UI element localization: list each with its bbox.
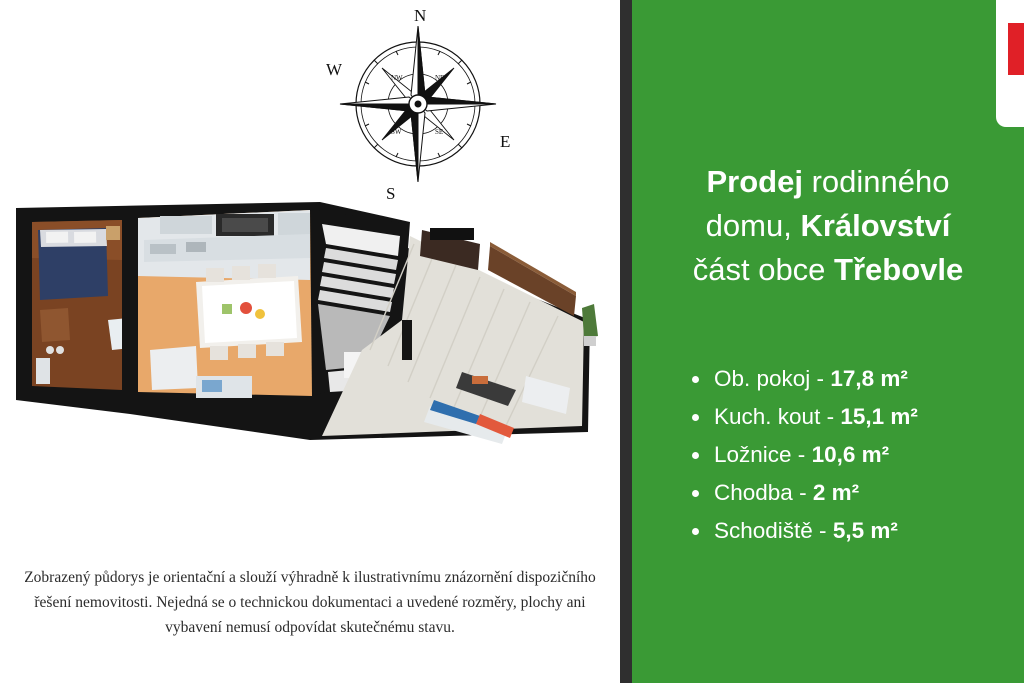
headline-line-2 [648,204,1008,248]
panel-divider [620,0,632,683]
headline-bold-prodej: Prodej [706,164,803,199]
room-label: Chodba - [714,480,813,505]
compass-label-ne: NE [435,74,445,82]
room-label: Ob. pokoj - [714,366,831,391]
headline-rest-1: rodinného [802,164,950,199]
room-label: Ložnice - [714,442,812,467]
compass-label-sw: SW [391,128,402,136]
disclaimer-text: Zobrazený půdorys je orientační a slouží výhradně k ilustrativnímu znázornění dispozičního řešení nemovitosti. Nejedná se o technickou dokumentaci a uvedené rozměry, plochy ani vybavení nemusí odpovídat skutečnému stavu. [24,569,596,636]
compass-label-north: N [414,6,427,25]
room-value: 5,5 m² [832,518,898,543]
headline-rest-2: domu, [705,208,801,243]
headline-line-1 [648,160,1008,204]
list-item [692,398,1022,436]
headline-rest-3: část obce [692,252,835,287]
list-item [692,474,1022,512]
headline-line-3 [648,248,1008,292]
room-label: Kuch. kout - [714,404,841,429]
mm-reality-logo [996,0,1024,127]
room-value: 15,1 m² [840,404,918,429]
room-area-list [692,360,1022,550]
floorplan-3d-icon [10,200,610,450]
compass-label-nw: NW [391,74,403,82]
room-value: 2 m² [812,480,860,505]
right-panel [632,0,1024,683]
page-title [632,160,1024,292]
list-item [692,436,1022,474]
logo-inner [1008,23,1024,101]
compass-label-west: W [326,60,343,79]
room-label: Schodiště - [714,518,833,543]
logo-subtext [1008,67,1024,81]
list-item [692,512,1022,550]
headline-bold-trebovle: Třebovle [834,252,964,287]
compass-rose-icon [318,4,518,204]
room-value: 17,8 m² [830,366,908,391]
room-value: 10,6 m² [811,442,890,467]
headline-bold-kralovstvi: Království [800,208,951,243]
compass-label-east: E [500,132,511,151]
compass-label-se: SE [435,128,444,136]
list-item [692,360,1022,398]
compass-label-south: S [386,184,396,203]
